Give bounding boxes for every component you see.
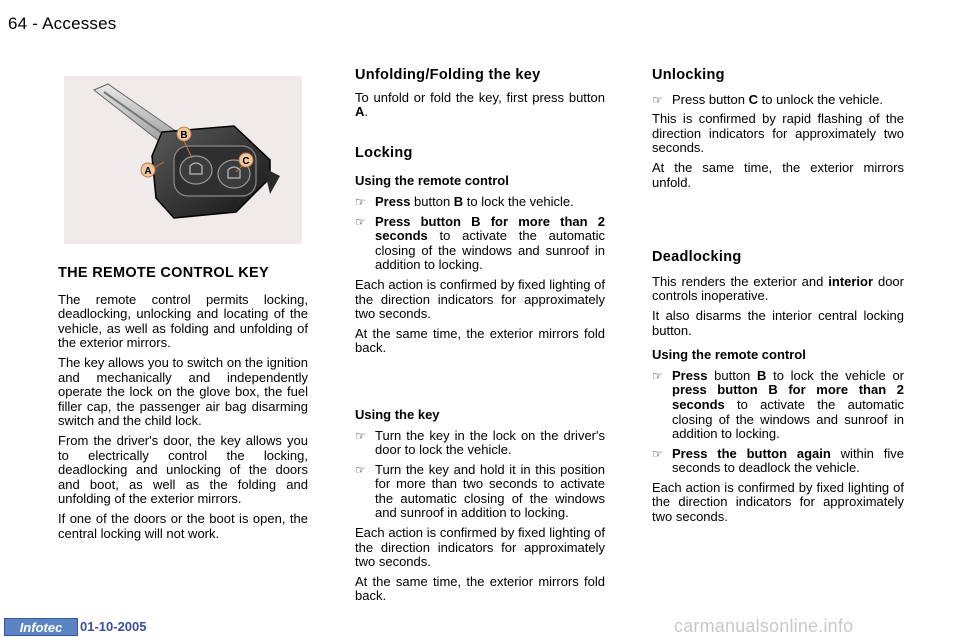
- remote-key-drawing: [64, 76, 302, 244]
- confirm-text: Each action is confirmed by fixed lighting of the direction indicators for approximately two seconds.: [355, 276, 605, 322]
- watermark: carmanualsonline.info: [674, 616, 854, 636]
- paragraph: If one of the doors or the boot is open, the central locking will not work.: [58, 510, 308, 541]
- disarm-text: It also disarms the interior central locking button.: [652, 307, 904, 338]
- pointing-hand-icon: ☞: [355, 462, 366, 477]
- pointing-hand-icon: ☞: [652, 92, 663, 107]
- key-subtitle: Using the key: [355, 406, 440, 422]
- confirm-text: Each action is confirmed by fixed lighting of the direction indicators for approximately two seconds.: [355, 525, 605, 570]
- label-c: C: [242, 156, 250, 167]
- remote-subtitle: Using the remote control: [652, 347, 806, 363]
- folding-title: Unfolding/Folding the key: [355, 67, 541, 83]
- label-b: B: [180, 130, 188, 141]
- paragraph: From the driver's door, the key allows you to electrically control the locking, deadlocking and unlocking of the doors and boot, as well as the folding and unfolding of the exterior mirrors.: [58, 432, 308, 507]
- folding-text: To unfold or fold the key, first press button A.: [355, 89, 605, 120]
- header-separator: -: [32, 14, 39, 33]
- paragraph: The key allows you to switch on the ignition and mechanically and independently operate the lock on the glove box, the fuel filler cap, the passenger air bag disarming switch and the child lock.: [58, 354, 308, 429]
- middle-column: [355, 68, 605, 609]
- pointing-hand-icon: ☞: [652, 446, 663, 461]
- confirm-text: Each action is confirmed by fixed lighting of the direction indicators for approximately two seconds.: [652, 479, 904, 525]
- confirm-text: This is confirmed by rapid flashing of the direction indicators for approximately two seconds.: [652, 111, 904, 156]
- list-item: ☞ Turn the key in the lock on the driver's door to lock the vehicle.: [355, 427, 605, 458]
- pointing-hand-icon: ☞: [355, 194, 366, 209]
- pointing-hand-icon: ☞: [355, 214, 366, 229]
- remote-key-title: THE REMOTE CONTROL KEY: [58, 265, 269, 281]
- remote-subtitle: Using the remote control: [355, 173, 509, 189]
- label-a: A: [144, 166, 152, 177]
- deadlocking-title: Deadlocking: [652, 249, 742, 266]
- mirrors-text: At the same time, the exterior mirrors fold back.: [355, 573, 605, 604]
- list-item: ☞ Turn the key and hold it in this position for more than two seconds to activate the automatic closing of the windows and sunroof in addition to locking.: [355, 461, 605, 521]
- list-item: ☞ Press button B for more than 2 seconds to activate the automatic closing of the windows and sunroof in addition to locking.: [355, 213, 605, 273]
- unlocking-title: Unlocking: [652, 67, 725, 83]
- deadlock-text: This renders the exterior and interior door controls inoperative.: [652, 273, 904, 304]
- right-column: [652, 68, 904, 530]
- list-item: ☞ Press button B to lock the vehicle or press button B for more than 2 seconds to activate the automatic closing of the windows and sunroof in addition to locking.: [652, 367, 904, 442]
- section-title: Accesses: [42, 14, 117, 33]
- pointing-hand-icon: ☞: [355, 428, 366, 443]
- paragraph: The remote control permits locking, deadlocking, unlocking and locating of the vehicle, as well as folding and unfolding of the exterior mirrors.: [58, 291, 308, 351]
- list-item: ☞ Press button C to unlock the vehicle.: [652, 91, 884, 107]
- left-column: [58, 266, 308, 546]
- mirrors-text: At the same time, the exterior mirrors unfold.: [652, 159, 904, 190]
- list-item: ☞ Press button B to lock the vehicle.: [355, 193, 574, 209]
- list-item: ☞ Press the button again within five seconds to deadlock the vehicle.: [652, 445, 904, 476]
- remote-key-illustration: [64, 76, 302, 244]
- pointing-hand-icon: ☞: [652, 368, 663, 383]
- locking-title: Locking: [355, 144, 413, 161]
- infotec-badge: Infotec: [4, 618, 78, 636]
- footer-date: 01-10-2005: [80, 619, 147, 634]
- mirrors-text: At the same time, the exterior mirrors fold back.: [355, 325, 605, 356]
- page-number: 64: [8, 14, 28, 33]
- page-header: [8, 14, 116, 34]
